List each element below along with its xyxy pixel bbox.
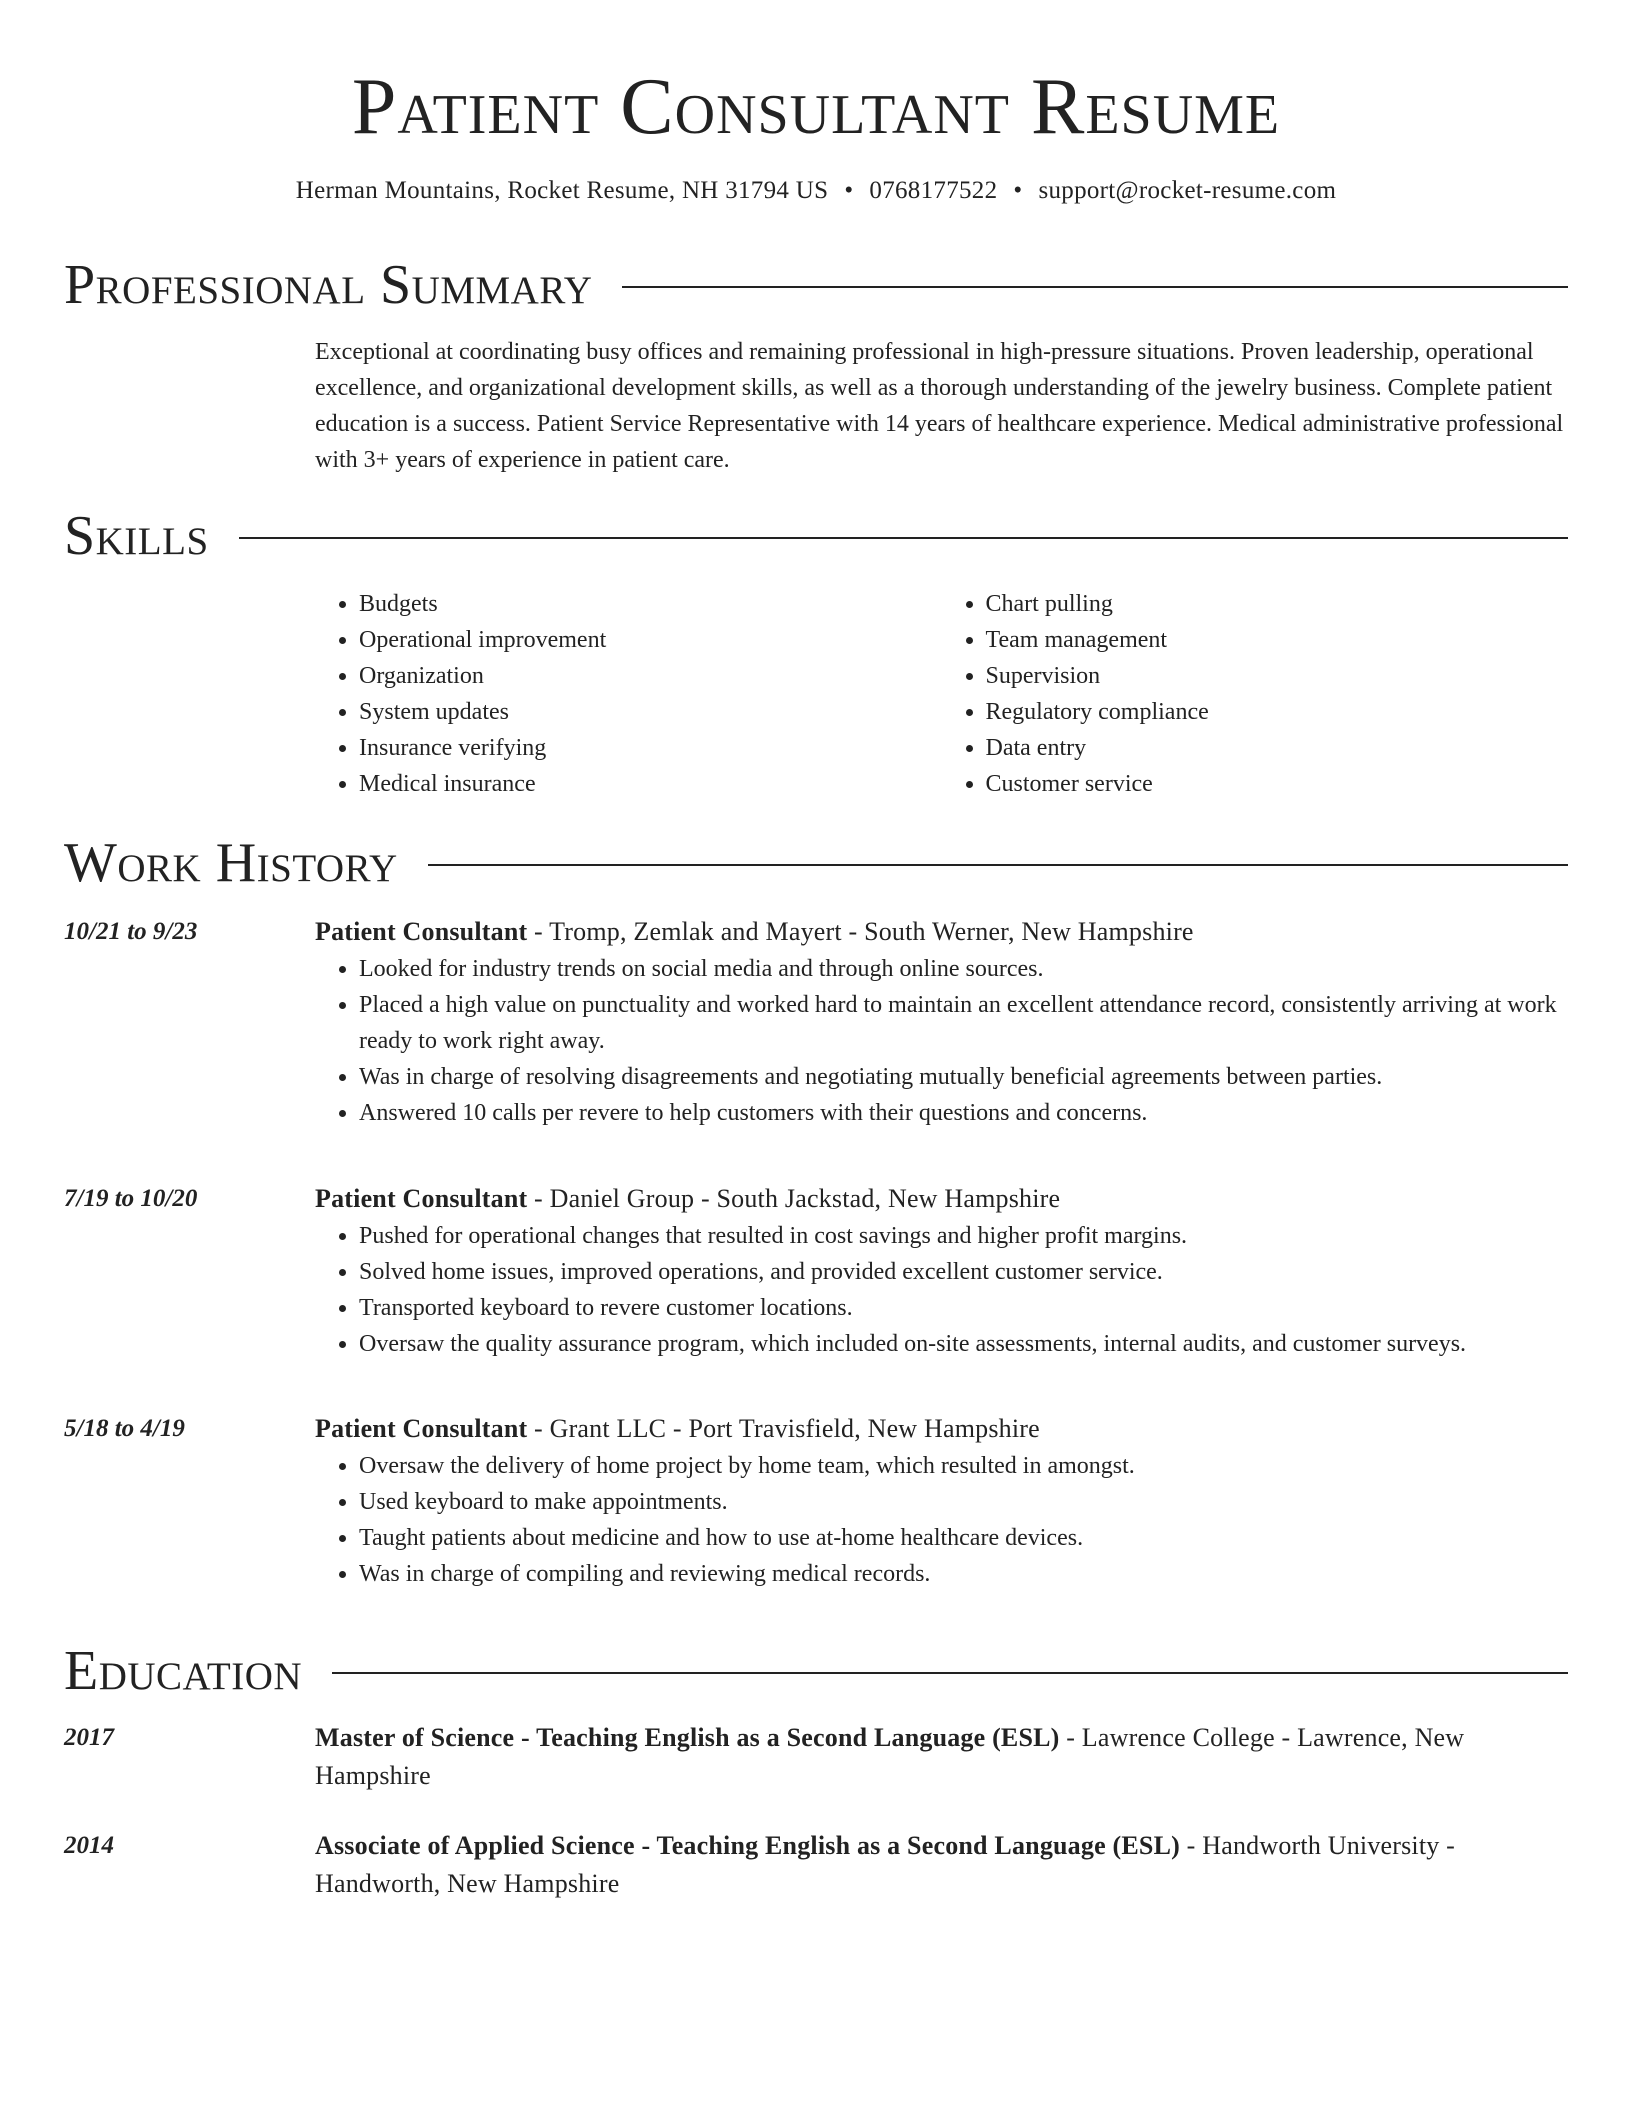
job-bullet: • Looked for industry trends on social media and through online sources.: [359, 951, 1568, 987]
work-section-title: Work History: [64, 832, 398, 894]
education-details: - Handworth University - Handworth, New Hampshire: [315, 1831, 1456, 1898]
section-divider: [332, 1672, 1568, 1674]
skills-body: [315, 586, 1568, 802]
section-divider: [239, 537, 1568, 539]
skills-grid: [315, 586, 1568, 802]
summary-section-header: [64, 252, 1568, 318]
job-bullet: • Was in charge of resolving disagreements and negotiating mutually beneficial agreements between parties.: [359, 1059, 1568, 1095]
job-bullet-list: [315, 1218, 1568, 1362]
job-date: 7/19 to 10/20: [64, 1185, 198, 1212]
job-heading: [315, 913, 1568, 951]
skills-section-title: Skills: [64, 505, 209, 567]
skill-item: • Regulatory compliance: [986, 694, 1569, 730]
contact-separator: •: [844, 177, 854, 204]
job-bullet: • Transported keyboard to revere customer locations.: [359, 1290, 1568, 1326]
job-title: Patient Consultant: [315, 1414, 528, 1443]
job-bullet-list: [315, 951, 1568, 1131]
contact-email: support@rocket-resume.com: [1038, 177, 1337, 204]
education-heading: [315, 1827, 1568, 1903]
skill-item: • Data entry: [986, 730, 1569, 766]
contact-line: [64, 174, 1568, 208]
job-details: - Daniel Group - South Jackstad, New Hampshire: [527, 1184, 1061, 1213]
education-degree: Associate of Applied Science - Teaching English as a Second Language (ESL): [315, 1831, 1180, 1860]
job-details: - Tromp, Zemlak and Mayert - South Werner, New Hampshire: [527, 917, 1194, 946]
education-date: 2014: [64, 1832, 114, 1859]
job-date: 5/18 to 4/19: [64, 1415, 185, 1442]
job-title: Patient Consultant: [315, 917, 528, 946]
job-bullet: • Pushed for operational changes that resulted in cost savings and higher profit margins.: [359, 1218, 1568, 1254]
education-section-header: [64, 1638, 1568, 1704]
education-section-title: Education: [64, 1640, 303, 1702]
education-heading: [315, 1719, 1568, 1795]
skills-list-left: [315, 586, 942, 802]
job-entry: [315, 1180, 1568, 1362]
section-divider: [428, 864, 1568, 866]
skill-item: • Chart pulling: [986, 586, 1569, 622]
job-bullet: • Solved home issues, improved operations, and provided excellent customer service.: [359, 1254, 1568, 1290]
skills-section-header: [64, 503, 1568, 569]
skill-item: • Operational improvement: [359, 622, 942, 658]
job-title: Patient Consultant: [315, 1184, 528, 1213]
summary-section-title: Professional Summary: [64, 254, 593, 316]
skill-item: • Organization: [359, 658, 942, 694]
job-bullet: • Taught patients about medicine and how to use at-home healthcare devices.: [359, 1520, 1568, 1556]
job-date: 10/21 to 9/23: [64, 918, 198, 945]
summary-text: Exceptional at coordinating busy offices and remaining professional in high-pressure situations. Proven leadership, operational excellence, and organizational development skills, as well as a thorough understanding of the jewelry business. Complete patient education is a success. Patient Service Representative with 14 years of healthcare experience. Medical administrative professional with 3+ years of experience in patient care.: [315, 339, 1564, 473]
skill-item: • Supervision: [986, 658, 1569, 694]
job-bullet: • Oversaw the quality assurance program, which included on-site assessments, internal audits, and customer surveys.: [359, 1326, 1568, 1362]
summary-body: [315, 334, 1568, 478]
contact-address: Herman Mountains, Rocket Resume, NH 31794 US: [295, 177, 829, 204]
skills-list-right: [942, 586, 1569, 802]
job-bullet: • Oversaw the delivery of home project by home team, which resulted in amongst.: [359, 1448, 1568, 1484]
skill-item: • System updates: [359, 694, 942, 730]
skill-item: • Budgets: [359, 586, 942, 622]
education-degree: Master of Science - Teaching English as a Second Language (ESL): [315, 1723, 1060, 1752]
section-divider: [622, 286, 1568, 288]
job-entry: [315, 1410, 1568, 1592]
job-heading: [315, 1180, 1568, 1218]
work-section-header: [64, 830, 1568, 896]
job-details: - Grant LLC - Port Travisfield, New Hampshire: [527, 1414, 1040, 1443]
job-bullet: • Was in charge of compiling and reviewing medical records.: [359, 1556, 1568, 1592]
job-bullet: • Answered 10 calls per revere to help customers with their questions and concerns.: [359, 1095, 1568, 1131]
page-title: Patient Consultant Resume: [351, 63, 1281, 151]
skill-item: • Medical insurance: [359, 766, 942, 802]
job-bullet: • Used keyboard to make appointments.: [359, 1484, 1568, 1520]
job-heading: [315, 1410, 1568, 1448]
job-entry: [315, 913, 1568, 1131]
education-entry: [315, 1719, 1568, 1795]
skill-item: • Insurance verifying: [359, 730, 942, 766]
skill-item: • Customer service: [986, 766, 1569, 802]
education-details: - Lawrence College - Lawrence, New Hampshire: [315, 1723, 1465, 1790]
education-date: 2017: [64, 1724, 114, 1751]
contact-separator: •: [1013, 177, 1023, 204]
education-entry: [315, 1827, 1568, 1903]
job-bullet: • Placed a high value on punctuality and worked hard to maintain an excellent attendance record, consistently arriving at work ready to work right away.: [359, 987, 1568, 1059]
contact-phone: 0768177522: [869, 177, 998, 204]
skill-item: • Team management: [986, 622, 1569, 658]
job-bullet-list: [315, 1448, 1568, 1592]
